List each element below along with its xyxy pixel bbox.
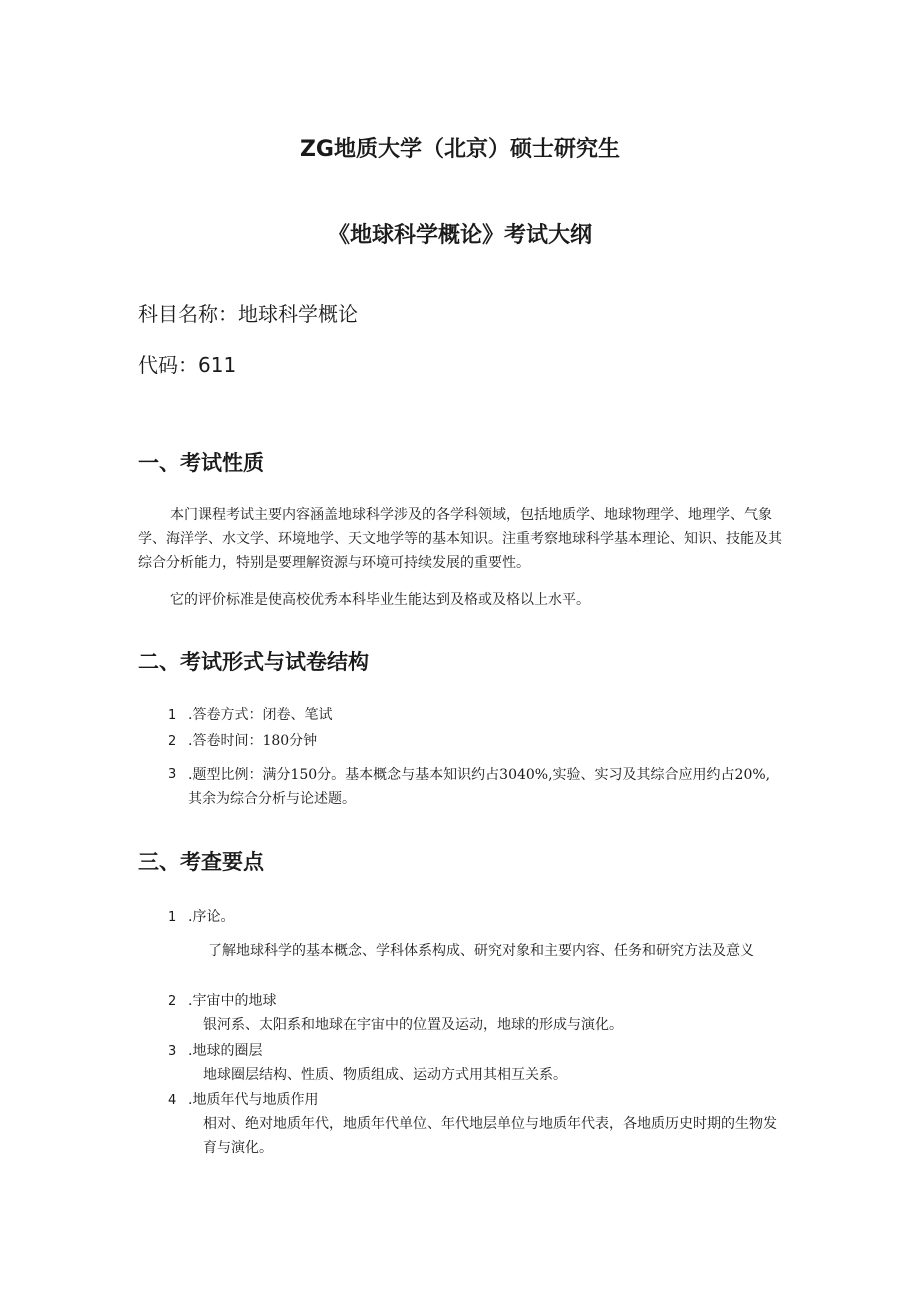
list-item-number: 2 [168, 994, 177, 1009]
subject-name: 科目名称：地球科学概论 [138, 302, 358, 326]
list-item-number: 3 [168, 767, 177, 782]
list-item-detail: 地球圈层结构、性质、物质组成、运动方式用其相互关系。 [203, 1067, 567, 1083]
list-item-number: 1 [168, 910, 177, 925]
section1-paragraph-1: 本门课程考试主要内容涵盖地球科学涉及的各学科领域，包括地质学、地球物理学、地理学、气象学、海洋学、水文学、环境地学、天文地学等的基本知识。注重考察地球科学基本理论、知识、技能及其综合分析能力，特别是要理解资源与环境可持续发展的重要性。 [138, 507, 782, 571]
list-item-number: 2 [168, 734, 177, 749]
list-item [168, 763, 788, 811]
list-item-text: .地质年代与地质作用 [188, 1092, 319, 1108]
list-item-number: 4 [168, 1093, 177, 1108]
list-item-text: .宇宙中的地球 [188, 993, 277, 1009]
list-item [168, 729, 317, 754]
section-heading-exam-format: 二、考试形式与试卷结构 [138, 650, 369, 674]
list-item-number: 1 [168, 708, 177, 723]
section-heading-exam-nature: 一、考试性质 [138, 451, 264, 475]
section-heading-key-points: 三、考查要点 [138, 850, 264, 874]
document-title-line2: 《地球科学概论》考试大纲 [327, 223, 592, 248]
list-item-text: .题型比例：满分150分。基本概念与基本知识约占3040%,实验、实习及其综合应用约占20%,其余为综合分析与论述题。 [188, 767, 771, 807]
section1-paragraph-2: 它的评价标准是使高校优秀本科毕业生能达到及格或及格以上水平。 [170, 592, 590, 608]
list-item-text: .答卷时间：180分钟 [188, 733, 318, 749]
list-item [168, 905, 234, 930]
subject-code: 代码：611 [138, 353, 237, 377]
list-item-text: .序论。 [188, 909, 235, 925]
list-item-detail: 银河系、太阳系和地球在宇宙中的位置及运动，地球的形成与演化。 [203, 1017, 623, 1033]
list-item [168, 1088, 318, 1113]
list-item [168, 1039, 262, 1064]
list-item-text: .答卷方式：闭卷、笔试 [188, 707, 333, 723]
list-item-number: 3 [168, 1044, 177, 1059]
list-item-text: .地球的圈层 [188, 1043, 263, 1059]
list-item [168, 703, 332, 728]
document-title-line1: ZG地质大学（北京）硕士研究生 [299, 137, 620, 162]
list-item-detail: 相对、绝对地质年代，地质年代单位、年代地层单位与地质年代表，各地质历史时期的生物发育与演化。 [203, 1116, 777, 1156]
list-item-detail: 了解地球科学的基本概念、学科体系构成、研究对象和主要内容、任务和研究方法及意义 [208, 943, 754, 959]
list-item [168, 989, 276, 1014]
